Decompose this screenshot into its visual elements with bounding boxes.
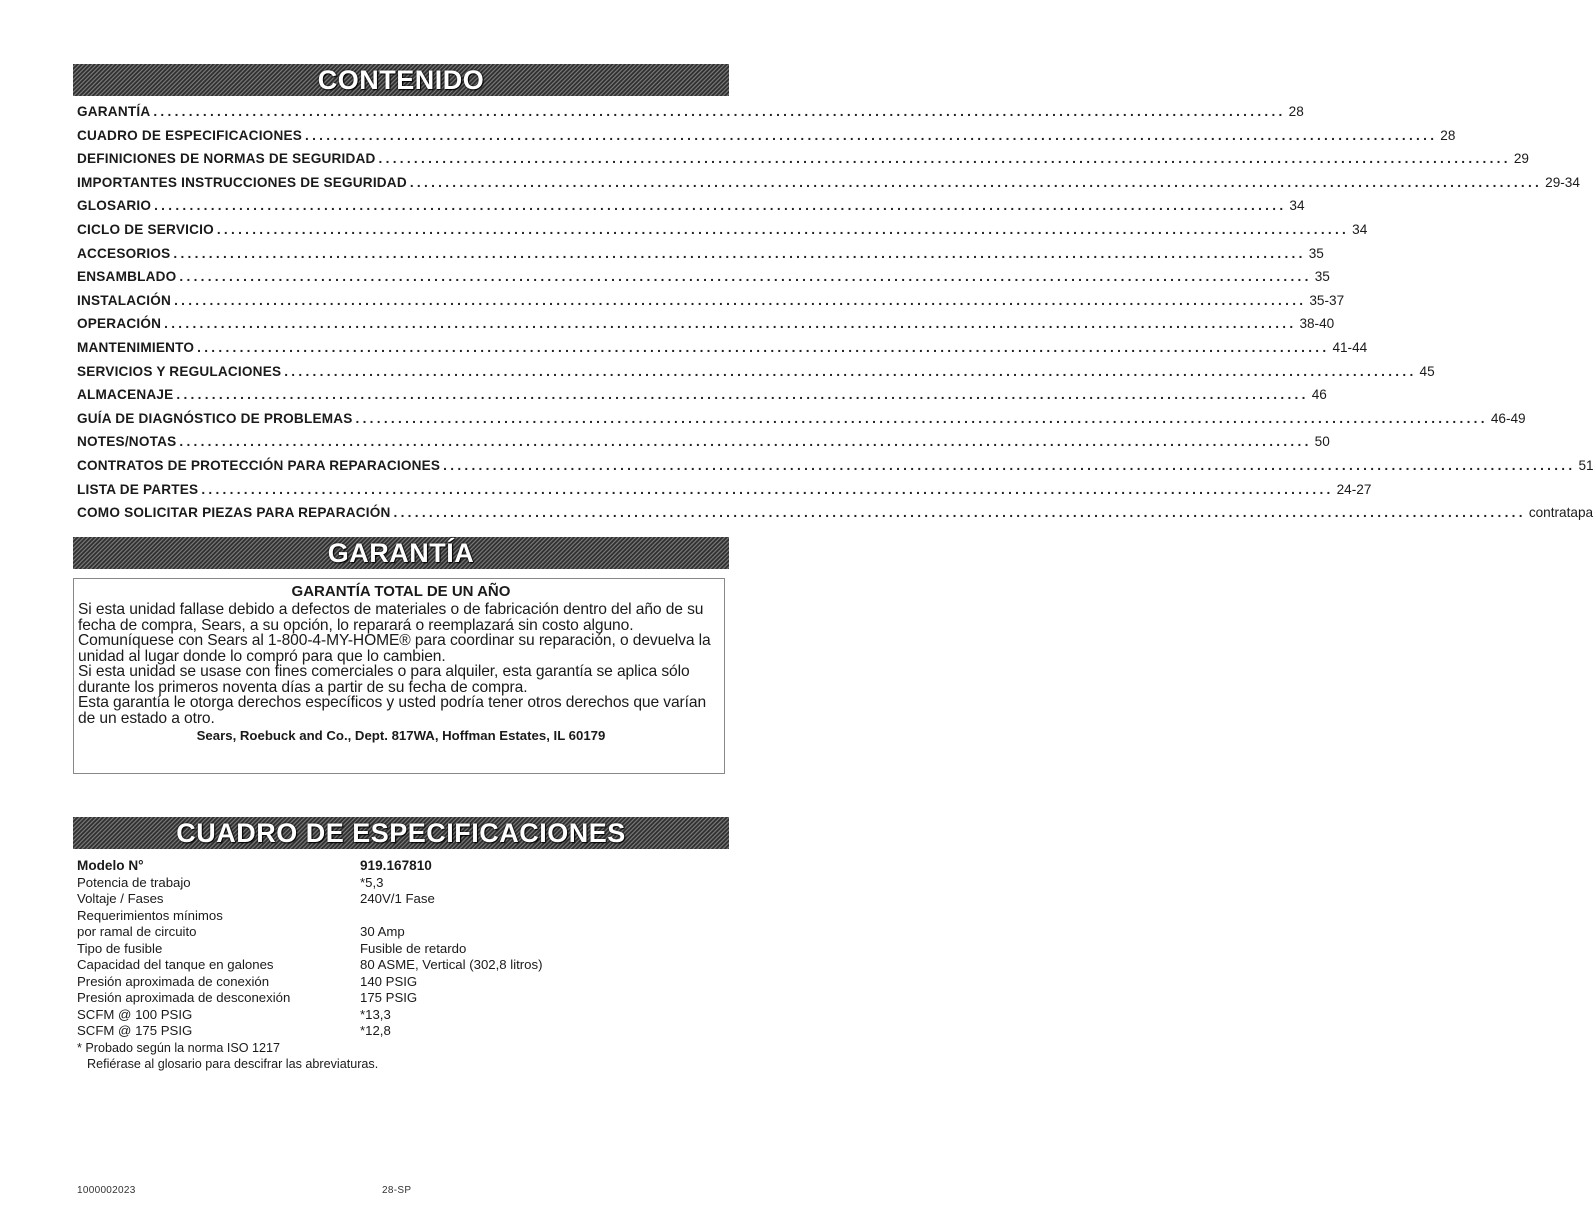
toc-entry-page: contratapa [1528,505,1594,521]
toc-leader-dots: ................................................................................................................................................................ [443,457,1576,473]
toc-entry-label: ACCESORIOS [77,245,171,261]
spec-footnote-iso: * Probado según la norma ISO 1217 [77,1040,281,1055]
spec-row [77,990,727,1007]
toc-entry-page: 29-34 [1545,174,1580,190]
toc-entry-page: 34 [1352,221,1368,237]
spec-row [77,908,727,925]
spec-label: Capacidad del tanque en galones [77,957,274,972]
spec-label: SCFM @ 175 PSIG [77,1023,193,1038]
toc-entry-page: 46-49 [1490,410,1526,426]
toc-entry-page: 38-40 [1299,316,1335,332]
spec-value: 30 Amp [360,924,405,939]
warranty-header-band [73,537,729,569]
toc-leader-dots: ................................................................................................................................................................ [201,481,1334,497]
toc-entry [77,316,1335,340]
toc-entry [77,221,1368,246]
contents-title: CONTENIDO [317,64,485,95]
spec-label: Presión aproximada de conexión [77,973,270,989]
toc-entry [77,339,1368,364]
model-value: 919.167810 [360,858,432,873]
toc-entry [77,174,1580,199]
spec-row [77,957,727,974]
toc-entry [77,481,1372,506]
toc-entry-label: SERVICIOS Y REGULACIONES [77,363,282,379]
spec-label: Requerimientos mínimos [77,907,223,923]
toc-entry [77,104,1304,128]
warranty-paragraph-1: Si esta unidad fallase debido a defectos de materiales o de fabricación dentro del año de su fecha de compra, Sears, a su opción, lo reparará o reemplazará sin costo alguno. Comuníquese con Sears al 1-800-4-MY-HOME® para coordinar su reparación, o devuelva la unidad al lugar donde lo compró para que lo cambien. [78,601,711,665]
toc-entry-label: LISTA DE PARTES [77,481,199,497]
toc-leader-dots: ................................................................................................................................................................ [355,410,1488,426]
toc-entry [77,457,1594,482]
toc-entry-label: GUÍA DE DIAGNÓSTICO DE PROBLEMAS [77,410,353,426]
table-of-contents [77,104,1594,529]
toc-entry-label: CICLO DE SERVICIO [77,221,214,237]
spec-label: Potencia de trabajo [77,874,191,890]
spec-row [77,941,727,958]
toc-leader-dots: ................................................................................................................................................................ [197,339,1330,355]
spec-label: por ramal de circuito [77,924,197,939]
toc-leader-dots: ................................................................................................................................................................ [176,387,1309,403]
toc-leader-dots: ................................................................................................................................................................ [409,174,1543,190]
spec-rows [77,875,727,1040]
warranty-address: Sears, Roebuck and Co., Dept. 817WA, Hoffman Estates, IL 60179 [196,728,606,743]
toc-entry-page: 46 [1311,387,1327,403]
spec-row [77,924,727,941]
toc-entry-label: GARANTÍA [77,104,151,119]
toc-entry [77,198,1305,222]
toc-entry [77,151,1529,175]
toc-entry [77,410,1526,435]
model-label: Modelo N° [77,858,144,873]
toc-entry [77,269,1330,293]
toc-leader-dots: ................................................................................................................................................................ [164,316,1297,332]
toc-leader-dots: ................................................................................................................................................................ [153,104,1286,119]
spec-row [77,1007,727,1024]
toc-entry-page: 35 [1314,269,1330,285]
toc-entry-label: NOTES/NOTAS [77,434,177,450]
toc-entry-label: COMO SOLICITAR PIEZAS PARA REPARACIÓN [77,505,391,521]
spec-value: 175 PSIG [360,990,418,1005]
toc-entry-label: INSTALACIÓN [77,292,172,308]
toc-leader-dots: ................................................................................................................................................................ [179,434,1312,450]
warranty-paragraph-2: Si esta unidad se usase con fines comerciales o para alquiler, esta garantía se aplica sólo durante los primeros noventa días a partir de su fecha de compra. [78,663,690,696]
spec-row [77,1023,727,1040]
toc-entry-page: 28 [1440,127,1456,143]
toc-leader-dots: ................................................................................................................................................................ [173,245,1306,261]
toc-entry-page: 50 [1314,434,1330,450]
toc-entry-label: ALMACENAJE [77,387,174,403]
spec-footnote-glossary: Refiérase al glosario para descifrar las abreviaturas. [87,1056,379,1071]
warranty-title: GARANTÍA [327,537,475,568]
toc-entry-label: CONTRATOS DE PROTECCIÓN PARA REPARACIONES [77,457,441,473]
toc-leader-dots: ................................................................................................................................................................ [216,221,1350,237]
toc-leader-dots: ................................................................................................................................................................ [378,151,1511,167]
toc-entry-label: ENSAMBLADO [77,269,177,285]
spec-value: *12,8 [360,1023,391,1038]
spec-value: 240V/1 Fase [360,891,435,906]
toc-entry-page: 35-37 [1309,292,1345,308]
toc-entry [77,434,1330,458]
toc-entry-page: 29 [1513,151,1529,167]
specifications-table [77,858,727,1072]
toc-entry [77,363,1435,388]
toc-entry-page: 41-44 [1332,339,1368,355]
spec-value: Fusible de retardo [360,940,467,956]
warranty-box [73,578,725,774]
warranty-paragraph-3: Esta garantía le otorga derechos específicos y usted podría tener otros derechos que varían de un estado a otro. [78,694,707,727]
toc-entry-label: MANTENIMIENTO [77,339,195,355]
spec-row [77,891,727,908]
specs-title: CUADRO DE ESPECIFICACIONES [176,817,626,848]
toc-entry-label: CUADRO DE ESPECIFICACIONES [77,127,302,143]
toc-leader-dots: ................................................................................................................................................................ [393,505,1526,521]
page-number: 28-SP [382,1185,412,1196]
spec-value: 80 ASME, Vertical (302,8 litros) [360,957,543,972]
toc-leader-dots: ................................................................................................................................................................ [179,269,1312,285]
toc-entry-label: GLOSARIO [77,198,152,214]
toc-entry [77,387,1327,411]
toc-leader-dots: ................................................................................................................................................................ [174,292,1307,308]
spec-label: Presión aproximada de desconexión [77,990,291,1005]
spec-label: Tipo de fusible [77,940,163,956]
toc-entry-label: DEFINICIONES DE NORMAS DE SEGURIDAD [77,151,376,167]
toc-entry-page: 24-27 [1336,481,1372,497]
spec-value: *5,3 [360,874,384,890]
warranty-box-title: GARANTÍA TOTAL DE UN AÑO [291,583,511,600]
spec-label: Voltaje / Fases [77,891,164,906]
spec-value: *13,3 [360,1006,391,1022]
toc-entry-page: 45 [1419,363,1435,379]
toc-entry-label: OPERACIÓN [77,316,162,332]
document-number: 1000002023 [77,1185,136,1196]
contents-header-band [73,64,729,96]
toc-entry-page: 51 [1578,457,1594,473]
toc-entry [77,292,1345,317]
toc-entry-page: 28 [1288,104,1304,119]
spec-label: SCFM @ 100 PSIG [77,1006,193,1022]
specs-header-band [73,817,729,849]
toc-entry [77,127,1456,152]
spec-value: 140 PSIG [360,973,418,989]
spec-row [77,875,727,892]
toc-entry [77,505,1594,529]
toc-entry [77,245,1324,270]
spec-row [77,974,727,991]
toc-entry-page: 35 [1308,245,1324,261]
toc-entry-page: 34 [1289,198,1305,214]
toc-leader-dots: ................................................................................................................................................................ [284,363,1417,379]
toc-entry-label: IMPORTANTES INSTRUCCIONES DE SEGURIDAD [77,174,407,190]
toc-leader-dots: ................................................................................................................................................................ [154,198,1287,214]
spec-row-model [77,858,727,875]
toc-leader-dots: ................................................................................................................................................................ [305,127,1438,143]
